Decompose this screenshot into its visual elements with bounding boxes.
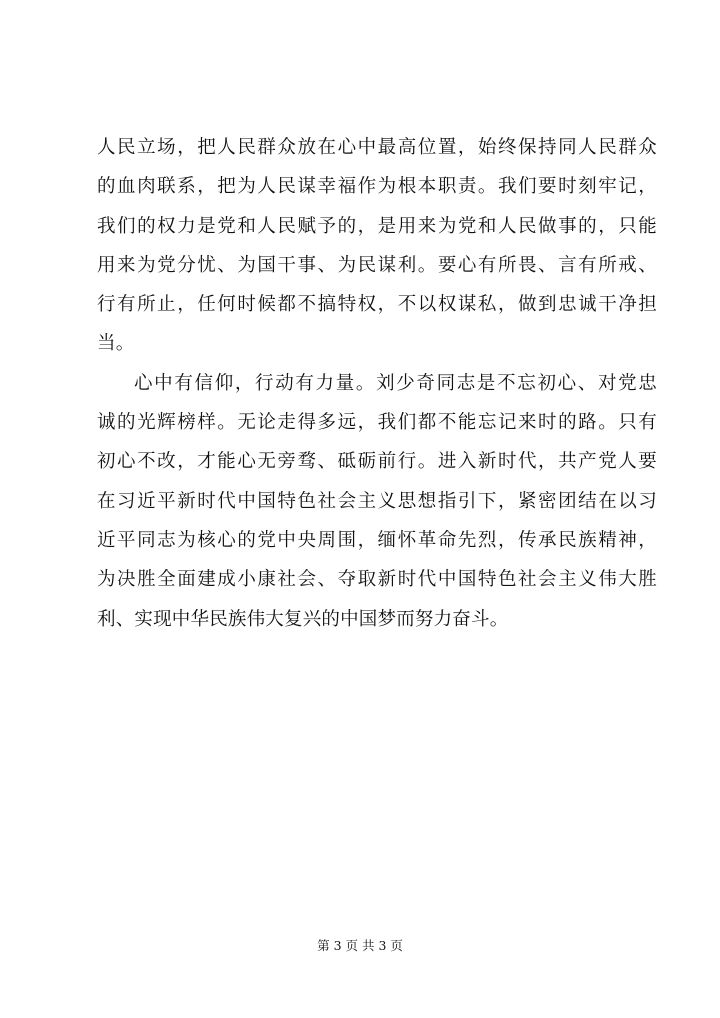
text-line: 人民立场，把人民群众放在心中最高位置，始终保持同人民群众 (97, 137, 657, 158)
paragraph-2 (97, 364, 657, 639)
page-number: 第 3 页 共 3 页 (317, 938, 403, 953)
text-line: 在习近平新时代中国特色社会主义思想指引下，紧密团结在以习 (97, 490, 657, 512)
text-line: 当。 (97, 333, 135, 355)
text-line: 用来为党分忧、为国干事、为民谋利。要心有所畏、言有所戒、 (97, 254, 657, 276)
text-line: 心中有信仰，行动有力量。刘少奇同志是不忘初心、对党忠 (134, 372, 657, 394)
text-line: 的血肉联系，把为人民谋幸福作为根本职责。我们要时刻牢记， (97, 176, 657, 198)
text-line: 行有所止，任何时候都不搞特权，不以权谋私，做到忠诚干净担 (97, 294, 657, 316)
text-line: 初心不改，才能心无旁骛、砥砺前行。进入新时代，共产党人要 (97, 451, 657, 473)
document-body (97, 128, 657, 639)
paragraph-1 (97, 128, 657, 364)
text-line: 为决胜全面建成小康社会、夺取新时代中国特色社会主义伟大胜 (97, 569, 657, 591)
text-line: 近平同志为核心的党中央周围，缅怀革命先烈，传承民族精神， (97, 529, 657, 551)
text-line: 诚的光辉榜样。无论走得多远，我们都不能忘记来时的路。只有 (97, 412, 657, 434)
page-footer (0, 936, 720, 956)
text-line: 我们的权力是党和人民赋予的，是用来为党和人民做事的，只能 (97, 215, 657, 237)
text-line: 利、实现中华民族伟大复兴的中国梦而努力奋斗。 (97, 608, 509, 630)
